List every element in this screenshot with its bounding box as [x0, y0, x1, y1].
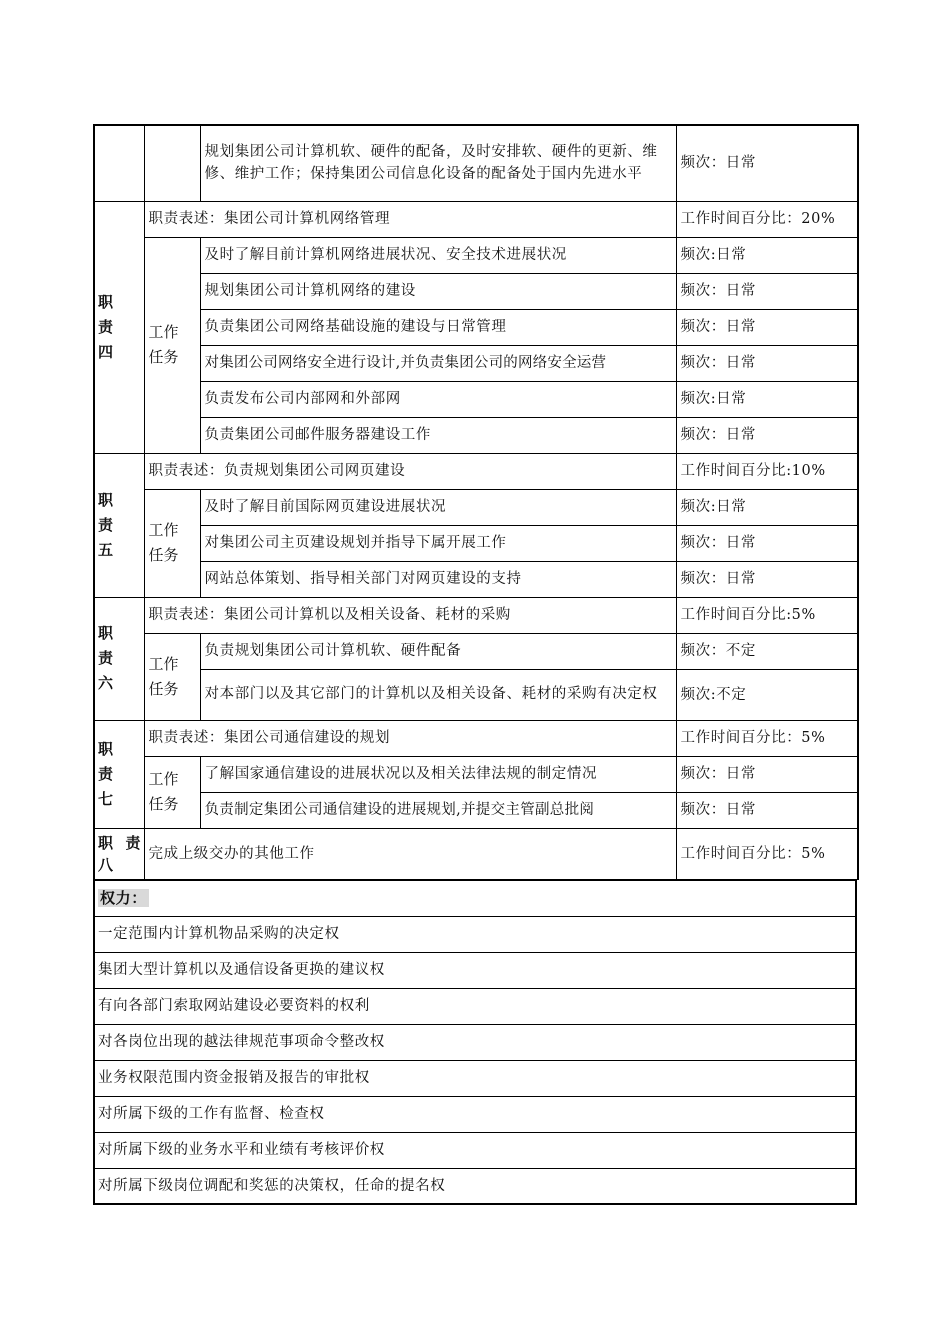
task-text: 负责制定集团公司通信建设的进展规划,并提交主管副总批阅 [200, 792, 676, 828]
duty4-percent: 工作时间百分比：20% [676, 201, 858, 237]
table-row [94, 237, 858, 273]
task-text: 负责规划集团公司计算机软、硬件配备 [200, 633, 676, 669]
duty4-summary: 职责表述：集团公司计算机网络管理 [144, 201, 676, 237]
list-item [94, 1132, 856, 1168]
duty-sheet [93, 124, 857, 1205]
duty6-summary: 职责表述：集团公司计算机以及相关设备、耗材的采购 [144, 597, 676, 633]
duty8-row [94, 828, 858, 879]
duty-head-cell [94, 125, 144, 201]
duty6-task-label: 工作 任务 [144, 633, 200, 720]
task-frequency: 频次：日常 [676, 561, 858, 597]
task-text: 网站总体策划、指导相关部门对网页建设的支持 [200, 561, 676, 597]
duty7-percent: 工作时间百分比：5% [676, 720, 858, 756]
task-text: 对集团公司主页建设规划并指导下属开展工作 [200, 525, 676, 561]
table-row [94, 273, 858, 309]
task-text: 规划集团公司计算机网络的建设 [200, 273, 676, 309]
duty4-summary-row [94, 201, 858, 237]
table-row [94, 489, 858, 525]
duty4-head: 职 责 四 [94, 201, 144, 453]
table-row [94, 417, 858, 453]
task-frequency: 频次：日常 [676, 309, 858, 345]
table-row [94, 381, 858, 417]
power-item: 对所属下级的业务水平和业绩有考核评价权 [94, 1132, 856, 1168]
list-item [94, 988, 856, 1024]
list-item [94, 952, 856, 988]
duty5-summary: 职责表述：负责规划集团公司网页建设 [144, 453, 676, 489]
task-frequency: 频次:日常 [676, 237, 858, 273]
power-heading-row [94, 880, 856, 916]
task-frequency: 频次：日常 [676, 756, 858, 792]
table-row [94, 561, 858, 597]
duty7-summary-row [94, 720, 858, 756]
table-row [94, 525, 858, 561]
duty5-task-label: 工作 任务 [144, 489, 200, 597]
list-item [94, 1096, 856, 1132]
power-item: 集团大型计算机以及通信设备更换的建议权 [94, 952, 856, 988]
task-frequency: 频次:不定 [676, 669, 858, 720]
task-frequency: 频次：日常 [676, 125, 858, 201]
duty6-summary-row [94, 597, 858, 633]
task-text: 负责集团公司网络基础设施的建设与日常管理 [200, 309, 676, 345]
task-text: 负责发布公司内部网和外部网 [200, 381, 676, 417]
task-text: 对本部门以及其它部门的计算机以及相关设备、耗材的采购有决定权 [200, 669, 676, 720]
power-item: 对所属下级的工作有监督、检查权 [94, 1096, 856, 1132]
list-item [94, 916, 856, 952]
task-frequency: 频次：不定 [676, 633, 858, 669]
task-frequency: 频次：日常 [676, 345, 858, 381]
table-row [94, 633, 858, 669]
duty7-head: 职 责 七 [94, 720, 144, 828]
task-text: 了解国家通信建设的进展状况以及相关法律法规的制定情况 [200, 756, 676, 792]
task-text: 及时了解目前国际网页建设进展状况 [200, 489, 676, 525]
duty-table [93, 124, 859, 880]
power-item: 对各岗位出现的越法律规范事项命令整改权 [94, 1024, 856, 1060]
duty8-summary: 完成上级交办的其他工作 [144, 828, 676, 879]
task-frequency: 频次：日常 [676, 417, 858, 453]
table-row [94, 792, 858, 828]
duty4-task-label: 工作 任务 [144, 237, 200, 453]
duty7-task-label: 工作 任务 [144, 756, 200, 828]
duty8-head: 职 责 八 [94, 828, 144, 879]
task-label-cell [144, 125, 200, 201]
task-frequency: 频次：日常 [676, 273, 858, 309]
table-row [94, 345, 858, 381]
task-frequency: 频次:日常 [676, 489, 858, 525]
power-item: 对所属下级岗位调配和奖惩的决策权，任命的提名权 [94, 1168, 856, 1204]
power-item: 一定范围内计算机物品采购的决定权 [94, 916, 856, 952]
list-item [94, 1060, 856, 1096]
duty7-summary: 职责表述：集团公司通信建设的规划 [144, 720, 676, 756]
task-frequency: 频次：日常 [676, 792, 858, 828]
power-heading: 权力： [94, 880, 856, 916]
duty6-head: 职 责 六 [94, 597, 144, 720]
duty5-head: 职 责 五 [94, 453, 144, 597]
task-text: 对集团公司网络安全进行设计,并负责集团公司的网络安全运营 [200, 345, 676, 381]
table-row [94, 669, 858, 720]
duty8-percent: 工作时间百分比：5% [676, 828, 858, 879]
task-text: 规划集团公司计算机软、硬件的配备，及时安排软、硬件的更新、维修、维护工作；保持集团公司信息化设备的配备处于国内先进水平 [200, 125, 676, 201]
list-item [94, 1024, 856, 1060]
duty6-percent: 工作时间百分比:5% [676, 597, 858, 633]
table-row [94, 309, 858, 345]
power-item: 有向各部门索取网站建设必要资料的权利 [94, 988, 856, 1024]
table-row [94, 756, 858, 792]
task-frequency: 频次：日常 [676, 525, 858, 561]
task-frequency: 频次:日常 [676, 381, 858, 417]
task-text: 负责集团公司邮件服务器建设工作 [200, 417, 676, 453]
power-item: 业务权限范围内资金报销及报告的审批权 [94, 1060, 856, 1096]
power-table [93, 880, 857, 1206]
duty5-summary-row [94, 453, 858, 489]
duty5-percent: 工作时间百分比:10% [676, 453, 858, 489]
table-row [94, 125, 858, 201]
task-text: 及时了解目前计算机网络进展状况、安全技术进展状况 [200, 237, 676, 273]
list-item [94, 1168, 856, 1204]
